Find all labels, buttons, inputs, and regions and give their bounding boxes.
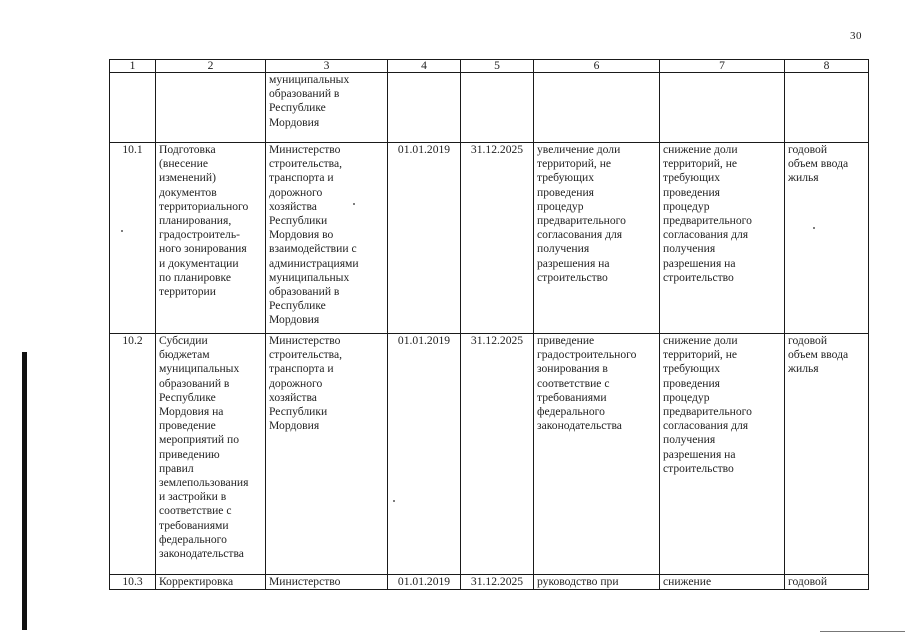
cell-line: предварительного — [663, 214, 752, 228]
cell-line: изменений) — [159, 171, 216, 185]
cell-line: строительства, — [269, 348, 343, 362]
cell-line: согласования для — [663, 228, 749, 242]
scan-speck — [393, 500, 395, 502]
cell-line: Корректировка — [159, 575, 234, 588]
scan-speck — [353, 203, 355, 205]
cell-line: дорожного — [269, 185, 323, 199]
cell-line: Республики — [269, 405, 328, 419]
measure-executor — [266, 143, 388, 334]
start-date: 01.01.2019 — [388, 575, 461, 590]
cell-line: разрешения на — [663, 447, 736, 461]
cell-line: процедур — [537, 199, 584, 213]
column-number: 4 — [388, 60, 461, 73]
measure-executor — [266, 73, 388, 143]
cell-line: Министерство — [269, 575, 341, 588]
cell-line: строительства, — [269, 157, 343, 171]
cell-line: муниципальных — [269, 270, 350, 284]
cell-line: территорий, не — [663, 348, 738, 362]
cell-line: предварительного — [537, 214, 626, 228]
scan-speck — [813, 227, 815, 229]
measure-number: 10.2 — [110, 334, 156, 575]
cell-line: землепользования — [159, 476, 249, 490]
end-date: 31.12.2025 — [461, 334, 534, 575]
cell-line: проведения — [663, 376, 720, 390]
indicator-link — [785, 143, 869, 334]
cell-line: Мордовия во — [269, 228, 334, 242]
cell-line: и застройки в — [159, 490, 227, 504]
cell-line: жилья — [788, 171, 819, 185]
cell-line: объем ввода — [788, 348, 849, 362]
expected-result — [534, 575, 660, 590]
indicator-link — [785, 73, 869, 143]
measure-name — [156, 575, 266, 590]
cell-line: руководство при — [537, 575, 619, 588]
column-number: 2 — [156, 60, 266, 73]
measure-name — [156, 334, 266, 575]
cell-line: мероприятий по — [159, 433, 239, 447]
cell-line: Республике — [269, 101, 326, 115]
cell-line: снижение — [663, 575, 712, 588]
indicator-link — [785, 334, 869, 575]
cell-line: Мордовия — [269, 419, 320, 433]
cell-line: требующих — [663, 171, 720, 185]
table-row — [110, 73, 869, 143]
cell-line: требующих — [663, 362, 720, 376]
cell-line: транспорта и — [269, 362, 334, 376]
page-number: 30 — [850, 30, 862, 42]
cell-line: соответствие с — [159, 504, 232, 518]
cell-line: по планировке — [159, 270, 232, 284]
measure-number — [110, 73, 156, 143]
cell-line: проведения — [663, 185, 720, 199]
non-implementation-consequence — [660, 143, 785, 334]
cell-line: администрациями — [269, 256, 359, 270]
cell-line: Министерство — [269, 334, 341, 347]
cell-line: дорожного — [269, 376, 323, 390]
cell-line: федерального — [537, 405, 605, 419]
cell-line: градостроитель- — [159, 228, 240, 242]
column-number: 6 — [534, 60, 660, 73]
column-number: 7 — [660, 60, 785, 73]
cell-line: зонирования в — [537, 362, 608, 376]
start-date: 01.01.2019 — [388, 334, 461, 575]
cell-line: требованиями — [537, 390, 607, 404]
indicator-link — [785, 575, 869, 590]
cell-line: взаимодействии с — [269, 242, 357, 256]
cell-line: Министерство — [269, 143, 341, 156]
column-number: 1 — [110, 60, 156, 73]
cell-line: муниципальных — [269, 73, 350, 86]
cell-line: проведения — [537, 185, 594, 199]
column-number: 3 — [266, 60, 388, 73]
cell-line: требованиями — [159, 518, 229, 532]
cell-line: (внесение — [159, 157, 208, 171]
cell-line: требующих — [537, 171, 594, 185]
cell-line: Мордовия на — [159, 405, 224, 419]
cell-line: жилья — [788, 362, 819, 376]
cell-line: процедур — [663, 390, 710, 404]
cell-line: образований в — [159, 376, 230, 390]
cell-line: приведение — [537, 334, 595, 347]
measure-executor — [266, 575, 388, 590]
cell-line: муниципальных — [159, 362, 240, 376]
cell-line: строительство — [537, 270, 608, 284]
cell-line: годовой — [788, 575, 828, 588]
cell-line: предварительного — [663, 405, 752, 419]
cell-line: строительство — [663, 270, 734, 284]
cell-line: законодательства — [159, 547, 244, 561]
cell-line: ного зонирования — [159, 242, 247, 256]
measure-number: 10.3 — [110, 575, 156, 590]
start-date — [388, 73, 461, 143]
cell-line: бюджетам — [159, 348, 210, 362]
cell-line: годовой — [788, 334, 828, 347]
cell-line: процедур — [663, 199, 710, 213]
cell-line: получения — [663, 242, 716, 256]
cell-line: разрешения на — [537, 256, 610, 270]
cell-line: образований в — [269, 87, 340, 101]
cell-line: территориального — [159, 199, 249, 213]
cell-line: документов — [159, 185, 217, 199]
measure-executor — [266, 334, 388, 575]
cell-line: Республике — [159, 390, 216, 404]
table-row — [110, 143, 869, 334]
cell-line: строительство — [663, 461, 734, 475]
non-implementation-consequence — [660, 575, 785, 590]
measure-name — [156, 73, 266, 143]
scan-margin-bar — [22, 352, 27, 630]
measure-name — [156, 143, 266, 334]
cell-line: Подготовка — [159, 143, 216, 156]
cell-line: разрешения на — [663, 256, 736, 270]
cell-line: и документации — [159, 256, 239, 270]
cell-line: соответствие с — [537, 376, 610, 390]
start-date: 01.01.2019 — [388, 143, 461, 334]
cell-line: снижение доли — [663, 143, 738, 156]
cell-line: федерального — [159, 532, 227, 546]
cell-line: Республике — [269, 299, 326, 313]
cell-line: градостроительного — [537, 348, 637, 362]
measure-number: 10.1 — [110, 143, 156, 334]
cell-line: хозяйства — [269, 199, 317, 213]
cell-line: территорий, не — [663, 157, 738, 171]
cell-line: получения — [663, 433, 716, 447]
end-date: 31.12.2025 — [461, 143, 534, 334]
cell-line: получения — [537, 242, 590, 256]
cell-line: годовой — [788, 143, 828, 156]
cell-line: законодательства — [537, 419, 622, 433]
expected-result — [534, 73, 660, 143]
expected-result — [534, 334, 660, 575]
cell-line: территории — [159, 285, 216, 299]
cell-line: правил — [159, 461, 194, 475]
scan-speck — [121, 230, 123, 232]
cell-line: согласования для — [663, 419, 749, 433]
table-row — [110, 575, 869, 590]
expected-result — [534, 143, 660, 334]
end-date — [461, 73, 534, 143]
column-number-row — [110, 60, 869, 73]
cell-line: территорий, не — [537, 157, 612, 171]
program-measures-table — [109, 59, 869, 590]
cell-line: транспорта и — [269, 171, 334, 185]
cell-line: Республики — [269, 214, 328, 228]
cell-line: Мордовия — [269, 115, 320, 129]
non-implementation-consequence — [660, 73, 785, 143]
cell-line: Субсидии — [159, 334, 208, 347]
cell-line: объем ввода — [788, 157, 849, 171]
cell-line: Мордовия — [269, 313, 320, 327]
column-number: 8 — [785, 60, 869, 73]
end-date: 31.12.2025 — [461, 575, 534, 590]
cell-line: приведению — [159, 447, 220, 461]
cell-line: согласования для — [537, 228, 623, 242]
column-number: 5 — [461, 60, 534, 73]
non-implementation-consequence — [660, 334, 785, 575]
cell-line: увеличение доли — [537, 143, 621, 156]
cell-line: планирования, — [159, 214, 232, 228]
scan-corner-line — [820, 631, 905, 632]
cell-line: проведение — [159, 419, 216, 433]
cell-line: снижение доли — [663, 334, 738, 347]
cell-line: хозяйства — [269, 390, 317, 404]
table-row — [110, 334, 869, 575]
cell-line: образований в — [269, 285, 340, 299]
